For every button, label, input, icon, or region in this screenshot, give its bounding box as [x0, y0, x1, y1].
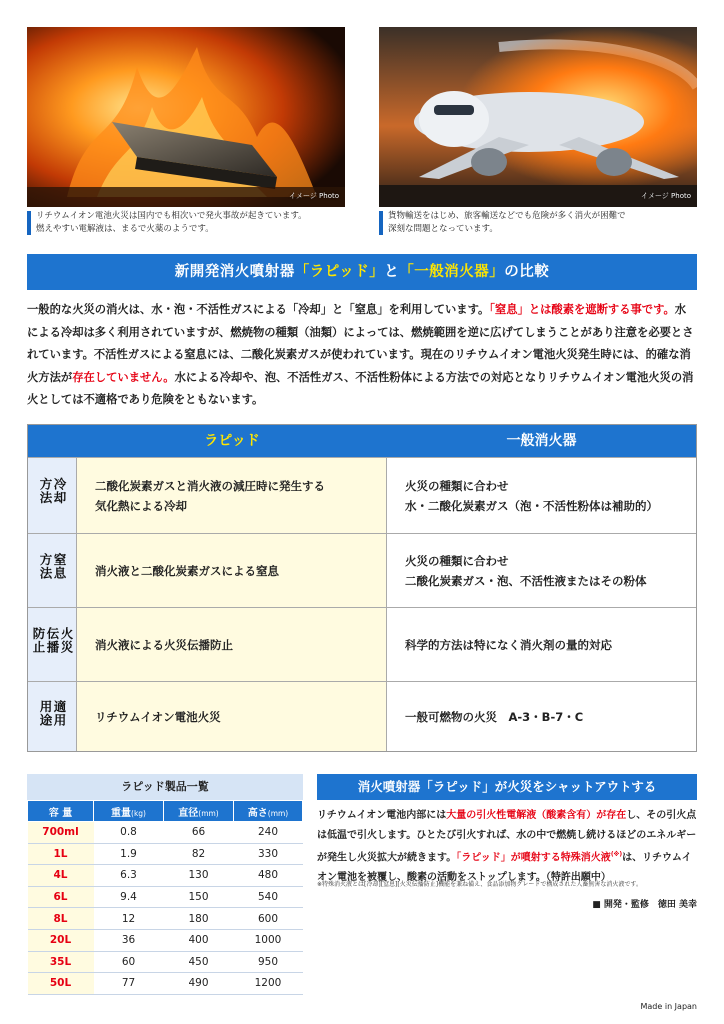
general-extinguisher-column-header: 一般消火器	[506, 433, 577, 449]
table-row: 700ml 0.8 66 240	[28, 822, 303, 844]
table-row: 1L 1.9 82 330	[28, 843, 303, 865]
table-row: 4L 6.3 130 480	[28, 865, 303, 887]
table-row: 20L 36 400 1000	[28, 929, 303, 951]
burning-airplane-icon	[379, 27, 697, 207]
special-liquid-note: ※特殊消火液とは[冷却][窒息][火災伝播防止]機能を兼ね備え、食品添加物グレードで構成された人畜無害な消火液です。	[317, 881, 642, 888]
image-photo-tag: イメージ Photo	[641, 192, 691, 200]
shutout-body: リチウムイオン電池内部には大量の引火性電解液（酸素含有）が存在し、その引火点は低温で引火します。ひとたび引火すれば、水の中で燃焼し続けるほどのエネルギーが発生し火災拡大が続きます。「ラピッド」が噴射する特殊消火液(※)は、リチウムイオン電池を被覆し、酸素の活動をストップします。（特許出願中）	[317, 810, 697, 883]
product-list-title: ラピッド製品一覧	[27, 774, 303, 800]
shutout-title: 消火噴射器「ラピッド」が火災をシャットアウトする	[317, 774, 697, 800]
table-row: 8L 12 180 600	[28, 908, 303, 930]
burning-airplane-photo	[379, 27, 697, 207]
comparison-row-fire-spread: 火災伝播防止 消火液による火災伝播防止 科学的方法は特になく消火剤の量的対応	[28, 607, 696, 681]
table-row: 35L 60 450 950	[28, 951, 303, 973]
weight-header: 重量(kg)	[94, 801, 164, 822]
comparison-section-title: 新開発消火噴射器「ラピッド」と「一般消火器」の比較	[27, 254, 697, 290]
burning-battery-photo	[27, 27, 345, 207]
made-in-japan: Made in Japan	[640, 1002, 697, 1011]
comparison-row-cooling: 冷却方法 二酸化炭素ガスと消火液の減圧時に発生する 気化熱による冷却 火災の種類に合わせ 水・二酸化炭素ガス（泡・不活性粉体は補助的）	[28, 457, 696, 533]
rapid-column-header: ラピッド	[204, 433, 260, 449]
capacity-header: 容 量	[28, 801, 94, 822]
height-header: 高さ(mm)	[234, 801, 303, 822]
comparison-row-smothering: 窒息方法 消火液と二酸化炭素ガスによる窒息 火災の種類に合わせ 二酸化炭素ガス・泡、不活性液またはその粉体	[28, 533, 696, 607]
comparison-table	[27, 424, 697, 752]
supervisor-credit: ■ 開発・監修 徳田 美幸	[592, 900, 697, 910]
product-table	[27, 800, 303, 995]
comparison-header	[28, 425, 696, 457]
burning-battery-icon	[27, 27, 345, 207]
intro-paragraph: 一般的な火災の消火は、水・泡・不活性ガスによる「冷却」と「窒息」を利用しています。「窒息」とは酸素を遮断する事です。水による冷却は多く利用されていますが、燃焼物の種類（油類）によっては、燃焼範囲を逆に広げてしまうことがあり注意を必要とされています。不活性ガスによる窒息には、二酸化炭素ガスが使われています。現在のリチウムイオン電池火災発生時には、的確な消火方法が存在していません。水による冷却や、泡、不活性ガス、不活性粉体による方法での対応となりリチウムイオン電池火災の消火としては不適格であり危険をともないます。	[27, 303, 694, 406]
table-row: 6L 9.4 150 540	[28, 886, 303, 908]
left-photo-caption: リチウムイオン電池火災は国内でも相次いで発火事故が起きています。 燃えやすい電解液は、まるで火薬のようです。	[27, 210, 347, 236]
image-photo-tag: イメージ Photo	[289, 192, 339, 200]
comparison-row-application: 適用用途 リチウムイオン電池火災 一般可燃物の火災 A-3・B-7・C	[28, 681, 696, 751]
diameter-header: 直径(mm)	[164, 801, 234, 822]
table-row: 50L 77 490 1200	[28, 973, 303, 995]
right-photo-caption: 貨物輸送をはじめ、旅客輸送などでも危険が多く消火が困難で 深刻な問題となっています。	[379, 210, 699, 236]
